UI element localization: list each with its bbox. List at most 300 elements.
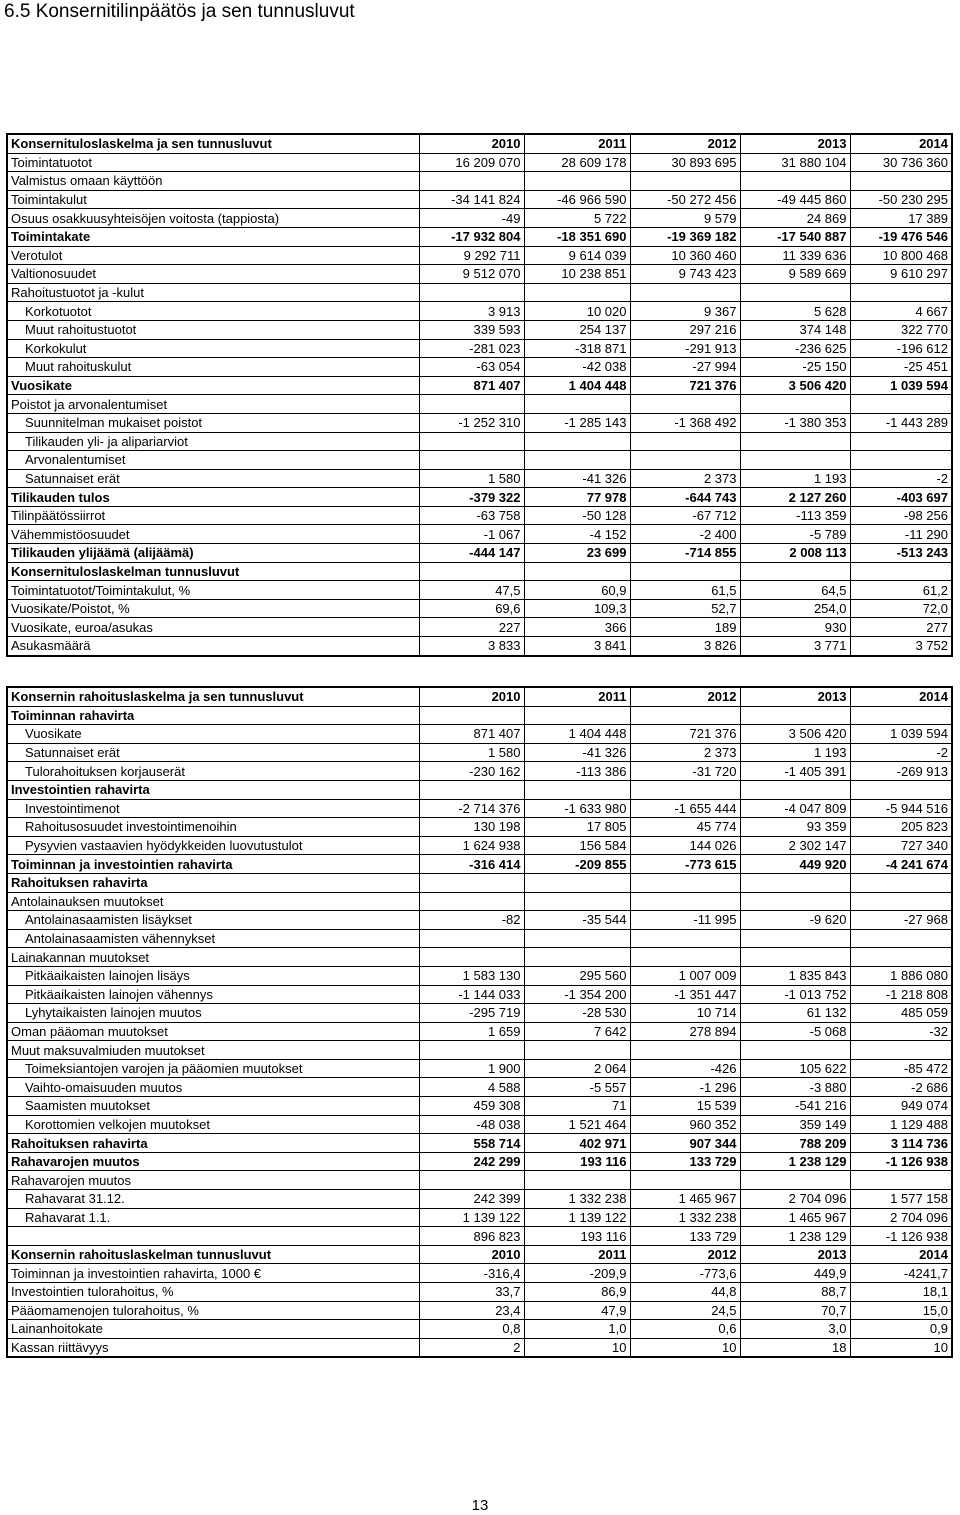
row-label: Rahavarojen muutos	[7, 1152, 419, 1171]
value-cell: 44,8	[630, 1283, 740, 1302]
value-cell: -1 218 808	[850, 985, 952, 1004]
value-cell	[850, 929, 952, 948]
value-cell: 4 588	[419, 1078, 524, 1097]
row-label: Rahavarat 1.1.	[7, 1208, 419, 1227]
value-cell: -41 326	[524, 469, 630, 488]
row-label: Arvonalentumiset	[7, 451, 419, 470]
value-cell: 3 506 420	[740, 725, 850, 744]
value-cell	[524, 706, 630, 725]
value-cell: 17 805	[524, 818, 630, 837]
row-label: Korkokulut	[7, 339, 419, 358]
row-label: Vuosikate	[7, 725, 419, 744]
value-cell: -82	[419, 911, 524, 930]
value-cell: 61,5	[630, 581, 740, 600]
value-cell: -67 712	[630, 506, 740, 525]
value-cell: 2 373	[630, 469, 740, 488]
value-cell	[524, 451, 630, 470]
value-cell: 10	[524, 1338, 630, 1357]
table-row	[7, 488, 952, 507]
value-cell: 2013	[740, 134, 850, 153]
value-cell: -3 880	[740, 1078, 850, 1097]
value-cell: -644 743	[630, 488, 740, 507]
value-cell: 1 583 130	[419, 966, 524, 985]
row-label: Tilinpäätössiirrot	[7, 506, 419, 525]
row-label: Lyhytaikaisten lainojen muutos	[7, 1004, 419, 1023]
table-row	[7, 227, 952, 246]
row-label: Oman pääoman muutokset	[7, 1022, 419, 1041]
row-label: Satunnaiset erät	[7, 743, 419, 762]
value-cell: 130 198	[419, 818, 524, 837]
value-cell	[630, 873, 740, 892]
value-cell	[419, 892, 524, 911]
value-cell	[850, 451, 952, 470]
value-cell	[630, 451, 740, 470]
value-cell: 930	[740, 618, 850, 637]
value-cell: 3 841	[524, 637, 630, 656]
value-cell	[524, 283, 630, 302]
value-cell	[524, 395, 630, 414]
table-row	[7, 799, 952, 818]
table-row	[7, 246, 952, 265]
value-cell: 1 238 129	[740, 1152, 850, 1171]
value-cell: 3 771	[740, 637, 850, 656]
value-cell: 3,0	[740, 1320, 850, 1339]
row-label: Asukasmäärä	[7, 637, 419, 656]
value-cell	[850, 1171, 952, 1190]
value-cell: -1 285 143	[524, 413, 630, 432]
value-cell: 1 193	[740, 743, 850, 762]
table-row	[7, 209, 952, 228]
value-cell: 15 539	[630, 1097, 740, 1116]
value-cell	[740, 948, 850, 967]
value-cell: 4 667	[850, 302, 952, 321]
table-row	[7, 985, 952, 1004]
value-cell: -2 400	[630, 525, 740, 544]
value-cell: 88,7	[740, 1283, 850, 1302]
value-cell: 1,0	[524, 1320, 630, 1339]
value-cell: 69,6	[419, 599, 524, 618]
value-cell: 485 059	[850, 1004, 952, 1023]
row-label: Poistot ja arvonalentumiset	[7, 395, 419, 414]
table-row	[7, 1301, 952, 1320]
value-cell: 71	[524, 1097, 630, 1116]
value-cell: -32	[850, 1022, 952, 1041]
value-cell: -5 789	[740, 525, 850, 544]
table-row	[7, 618, 952, 637]
table-row	[7, 525, 952, 544]
value-cell: -1 067	[419, 525, 524, 544]
value-cell: -48 038	[419, 1115, 524, 1134]
value-cell: -1 126 938	[850, 1227, 952, 1246]
row-label: Pääomamenojen tulorahoitus, %	[7, 1301, 419, 1320]
row-label: Antolainauksen muutokset	[7, 892, 419, 911]
value-cell: 1 332 238	[630, 1208, 740, 1227]
value-cell: -41 326	[524, 743, 630, 762]
table-row	[7, 376, 952, 395]
value-cell: -1 633 980	[524, 799, 630, 818]
value-cell: -5 068	[740, 1022, 850, 1041]
value-cell: -230 162	[419, 762, 524, 781]
row-label: Tilikauden yli- ja alipariarviot	[7, 432, 419, 451]
table-row	[7, 725, 952, 744]
value-cell: -5 944 516	[850, 799, 952, 818]
value-cell	[850, 562, 952, 581]
value-cell: 2014	[850, 687, 952, 706]
value-cell	[740, 1171, 850, 1190]
value-cell: -1 013 752	[740, 985, 850, 1004]
row-label: Valmistus omaan käyttöön	[7, 172, 419, 191]
value-cell: 156 584	[524, 836, 630, 855]
value-cell: 297 216	[630, 320, 740, 339]
value-cell	[419, 562, 524, 581]
value-cell: 449 920	[740, 855, 850, 874]
table-row	[7, 1320, 952, 1339]
value-cell: 1 129 488	[850, 1115, 952, 1134]
row-label: Rahoitustuotot ja -kulut	[7, 283, 419, 302]
value-cell: -773,6	[630, 1264, 740, 1283]
value-cell: 9 743 423	[630, 265, 740, 284]
value-cell: -46 966 590	[524, 190, 630, 209]
table-row	[7, 320, 952, 339]
table-row	[7, 544, 952, 563]
value-cell: 449,9	[740, 1264, 850, 1283]
value-cell: 1 139 122	[524, 1208, 630, 1227]
value-cell: 9 589 669	[740, 265, 850, 284]
value-cell: -291 913	[630, 339, 740, 358]
row-label: Toimintatuotot	[7, 153, 419, 172]
value-cell	[630, 283, 740, 302]
value-cell: -4 047 809	[740, 799, 850, 818]
value-cell: -1 405 391	[740, 762, 850, 781]
table-row	[7, 929, 952, 948]
value-cell: 133 729	[630, 1152, 740, 1171]
row-label: Tulorahoituksen korjauserät	[7, 762, 419, 781]
value-cell: -19 369 182	[630, 227, 740, 246]
value-cell: -318 871	[524, 339, 630, 358]
row-label	[7, 1227, 419, 1246]
table-row	[7, 637, 952, 656]
table-row	[7, 302, 952, 321]
value-cell: 721 376	[630, 376, 740, 395]
value-cell: 9 367	[630, 302, 740, 321]
value-cell	[630, 929, 740, 948]
value-cell: -49 445 860	[740, 190, 850, 209]
value-cell	[419, 948, 524, 967]
table-row	[7, 836, 952, 855]
value-cell: -63 054	[419, 358, 524, 377]
value-cell: 1 659	[419, 1022, 524, 1041]
value-cell: 1 139 122	[419, 1208, 524, 1227]
value-cell: 93 359	[740, 818, 850, 837]
value-cell: -1 655 444	[630, 799, 740, 818]
value-cell: 1 007 009	[630, 966, 740, 985]
value-cell: 30 893 695	[630, 153, 740, 172]
value-cell: -25 150	[740, 358, 850, 377]
row-label: Investointimenot	[7, 799, 419, 818]
value-cell: 193 116	[524, 1227, 630, 1246]
row-label: Konsernituloslaskelma ja sen tunnusluvut	[7, 134, 419, 153]
value-cell: 10 360 460	[630, 246, 740, 265]
value-cell	[630, 172, 740, 191]
value-cell: 960 352	[630, 1115, 740, 1134]
value-cell: -295 719	[419, 1004, 524, 1023]
value-cell: 871 407	[419, 725, 524, 744]
value-cell	[850, 892, 952, 911]
value-cell: -27 994	[630, 358, 740, 377]
page-number: 13	[471, 1497, 489, 1514]
value-cell: 2011	[524, 687, 630, 706]
value-cell: 9 614 039	[524, 246, 630, 265]
value-cell: 3 833	[419, 637, 524, 656]
value-cell	[524, 1171, 630, 1190]
value-cell	[740, 283, 850, 302]
value-cell: 3 826	[630, 637, 740, 656]
row-label: Antolainasaamisten vähennykset	[7, 929, 419, 948]
table-row	[7, 469, 952, 488]
value-cell	[630, 706, 740, 725]
row-label: Muut maksuvalmiuden muutokset	[7, 1041, 419, 1060]
value-cell: 227	[419, 618, 524, 637]
row-label: Toimintakulut	[7, 190, 419, 209]
value-cell: 459 308	[419, 1097, 524, 1116]
value-cell: -25 451	[850, 358, 952, 377]
value-cell: 339 593	[419, 320, 524, 339]
value-cell: -1 144 033	[419, 985, 524, 1004]
value-cell: -403 697	[850, 488, 952, 507]
table-row	[7, 687, 952, 706]
value-cell: 2014	[850, 134, 952, 153]
value-cell: 366	[524, 618, 630, 637]
value-cell: 9 512 070	[419, 265, 524, 284]
value-cell	[524, 948, 630, 967]
table-row	[7, 283, 952, 302]
row-label: Toimintakate	[7, 227, 419, 246]
table-row	[7, 134, 952, 153]
value-cell: -1 443 289	[850, 413, 952, 432]
value-cell	[740, 706, 850, 725]
value-cell: -2 686	[850, 1078, 952, 1097]
page-title: 6.5 Konsernitilinpäätös ja sen tunnusluvut	[4, 1, 355, 22]
table-row	[7, 413, 952, 432]
value-cell: 2013	[740, 687, 850, 706]
row-label: Investointien rahavirta	[7, 780, 419, 799]
value-cell: -85 472	[850, 1059, 952, 1078]
value-cell: 109,3	[524, 599, 630, 618]
table-row	[7, 1115, 952, 1134]
value-cell: -281 023	[419, 339, 524, 358]
value-cell: 72,0	[850, 599, 952, 618]
value-cell: -209 855	[524, 855, 630, 874]
value-cell: -316,4	[419, 1264, 524, 1283]
table-row	[7, 153, 952, 172]
value-cell: 2012	[630, 1245, 740, 1264]
value-cell: 10 800 468	[850, 246, 952, 265]
row-label: Vähemmistöosuudet	[7, 525, 419, 544]
value-cell: 278 894	[630, 1022, 740, 1041]
value-cell: 2	[419, 1338, 524, 1357]
row-label: Rahavarojen muutos	[7, 1171, 419, 1190]
value-cell	[419, 1171, 524, 1190]
value-cell: -426	[630, 1059, 740, 1078]
value-cell: 721 376	[630, 725, 740, 744]
value-cell: 1 039 594	[850, 725, 952, 744]
value-cell: 15,0	[850, 1301, 952, 1320]
value-cell	[740, 929, 850, 948]
value-cell	[740, 780, 850, 799]
value-cell: -49	[419, 209, 524, 228]
table-row	[7, 190, 952, 209]
value-cell: 9 579	[630, 209, 740, 228]
value-cell: 558 714	[419, 1134, 524, 1153]
value-cell: 1 332 238	[524, 1190, 630, 1209]
table-row	[7, 855, 952, 874]
value-cell	[740, 873, 850, 892]
table-row	[7, 1097, 952, 1116]
table-row	[7, 818, 952, 837]
value-cell: 2010	[419, 687, 524, 706]
row-label: Muut rahoitustuotot	[7, 320, 419, 339]
value-cell: 9 292 711	[419, 246, 524, 265]
value-cell: -42 038	[524, 358, 630, 377]
value-cell: 77 978	[524, 488, 630, 507]
value-cell: 2012	[630, 134, 740, 153]
row-label: Konsernin rahoituslaskelma ja sen tunnusluvut	[7, 687, 419, 706]
table-row	[7, 1078, 952, 1097]
value-cell: 254 137	[524, 320, 630, 339]
value-cell	[850, 1041, 952, 1060]
value-cell: 727 340	[850, 836, 952, 855]
table-row	[7, 172, 952, 191]
table-row	[7, 1059, 952, 1078]
value-cell	[419, 873, 524, 892]
value-cell: 1 886 080	[850, 966, 952, 985]
value-cell: -379 322	[419, 488, 524, 507]
value-cell: 10	[850, 1338, 952, 1357]
value-cell	[740, 432, 850, 451]
row-label: Pitkäaikaisten lainojen vähennys	[7, 985, 419, 1004]
table-row	[7, 1004, 952, 1023]
value-cell: 1 580	[419, 743, 524, 762]
value-cell: 1 580	[419, 469, 524, 488]
value-cell: 1 624 938	[419, 836, 524, 855]
row-label: Lainakannan muutokset	[7, 948, 419, 967]
value-cell	[419, 1041, 524, 1060]
row-label: Vuosikate, euroa/asukas	[7, 618, 419, 637]
table-row	[7, 966, 952, 985]
value-cell	[850, 432, 952, 451]
value-cell: -11 995	[630, 911, 740, 930]
value-cell: 10 238 851	[524, 265, 630, 284]
table-row	[7, 743, 952, 762]
value-cell: -50 230 295	[850, 190, 952, 209]
row-label: Muut rahoituskulut	[7, 358, 419, 377]
value-cell: 2010	[419, 134, 524, 153]
value-cell: 60,9	[524, 581, 630, 600]
value-cell: 1 404 448	[524, 725, 630, 744]
value-cell: -2	[850, 743, 952, 762]
table-row	[7, 265, 952, 284]
value-cell	[524, 780, 630, 799]
value-cell: 242 299	[419, 1152, 524, 1171]
table-row	[7, 395, 952, 414]
row-label: Saamisten muutokset	[7, 1097, 419, 1116]
value-cell	[740, 395, 850, 414]
table-row	[7, 1208, 952, 1227]
row-label: Tilikauden ylijäämä (alijäämä)	[7, 544, 419, 563]
value-cell: 5 628	[740, 302, 850, 321]
table-row	[7, 1264, 952, 1283]
value-cell: 0,6	[630, 1320, 740, 1339]
value-cell: -28 530	[524, 1004, 630, 1023]
value-cell: 205 823	[850, 818, 952, 837]
value-cell: 2011	[524, 134, 630, 153]
value-cell: 133 729	[630, 1227, 740, 1246]
value-cell: -17 540 887	[740, 227, 850, 246]
value-cell: 64,5	[740, 581, 850, 600]
value-cell: 402 971	[524, 1134, 630, 1153]
value-cell: -773 615	[630, 855, 740, 874]
value-cell	[419, 432, 524, 451]
value-cell: 86,9	[524, 1283, 630, 1302]
value-cell: 0,9	[850, 1320, 952, 1339]
row-label: Verotulot	[7, 246, 419, 265]
row-label: Vuosikate	[7, 376, 419, 395]
row-label: Pysyvien vastaavien hyödykkeiden luovutustulot	[7, 836, 419, 855]
value-cell	[524, 562, 630, 581]
value-cell: 18	[740, 1338, 850, 1357]
value-cell: 2 704 096	[740, 1190, 850, 1209]
value-cell: 47,9	[524, 1301, 630, 1320]
row-label: Satunnaiset erät	[7, 469, 419, 488]
value-cell	[419, 283, 524, 302]
value-cell: -1 368 492	[630, 413, 740, 432]
row-label: Pitkäaikaisten lainojen lisäys	[7, 966, 419, 985]
value-cell: 2010	[419, 1245, 524, 1264]
value-cell: 2011	[524, 1245, 630, 1264]
row-label: Osuus osakkuusyhteisöjen voitosta (tappiosta)	[7, 209, 419, 228]
value-cell	[850, 873, 952, 892]
value-cell: -4 152	[524, 525, 630, 544]
value-cell: 1 835 843	[740, 966, 850, 985]
value-cell: 2 127 260	[740, 488, 850, 507]
value-cell: 2 064	[524, 1059, 630, 1078]
value-cell: 144 026	[630, 836, 740, 855]
value-cell	[850, 948, 952, 967]
value-cell	[419, 706, 524, 725]
table-row	[7, 358, 952, 377]
value-cell: -50 272 456	[630, 190, 740, 209]
value-cell: 10 020	[524, 302, 630, 321]
consolidated-income-statement-table	[6, 133, 953, 657]
value-cell: 907 344	[630, 1134, 740, 1153]
value-cell: 24,5	[630, 1301, 740, 1320]
value-cell: 11 339 636	[740, 246, 850, 265]
value-cell	[850, 172, 952, 191]
row-label: Toimeksiantojen varojen ja pääomien muutokset	[7, 1059, 419, 1078]
consolidated-cash-flow-statement-table	[6, 686, 953, 1358]
value-cell	[630, 1041, 740, 1060]
value-cell: 2 704 096	[850, 1208, 952, 1227]
value-cell: 5 722	[524, 209, 630, 228]
value-cell: -17 932 804	[419, 227, 524, 246]
value-cell: -1 351 447	[630, 985, 740, 1004]
value-cell	[850, 283, 952, 302]
value-cell: 3 506 420	[740, 376, 850, 395]
table-row	[7, 948, 952, 967]
row-label: Korottomien velkojen muutokset	[7, 1115, 419, 1134]
table-row	[7, 1338, 952, 1357]
table-row	[7, 581, 952, 600]
